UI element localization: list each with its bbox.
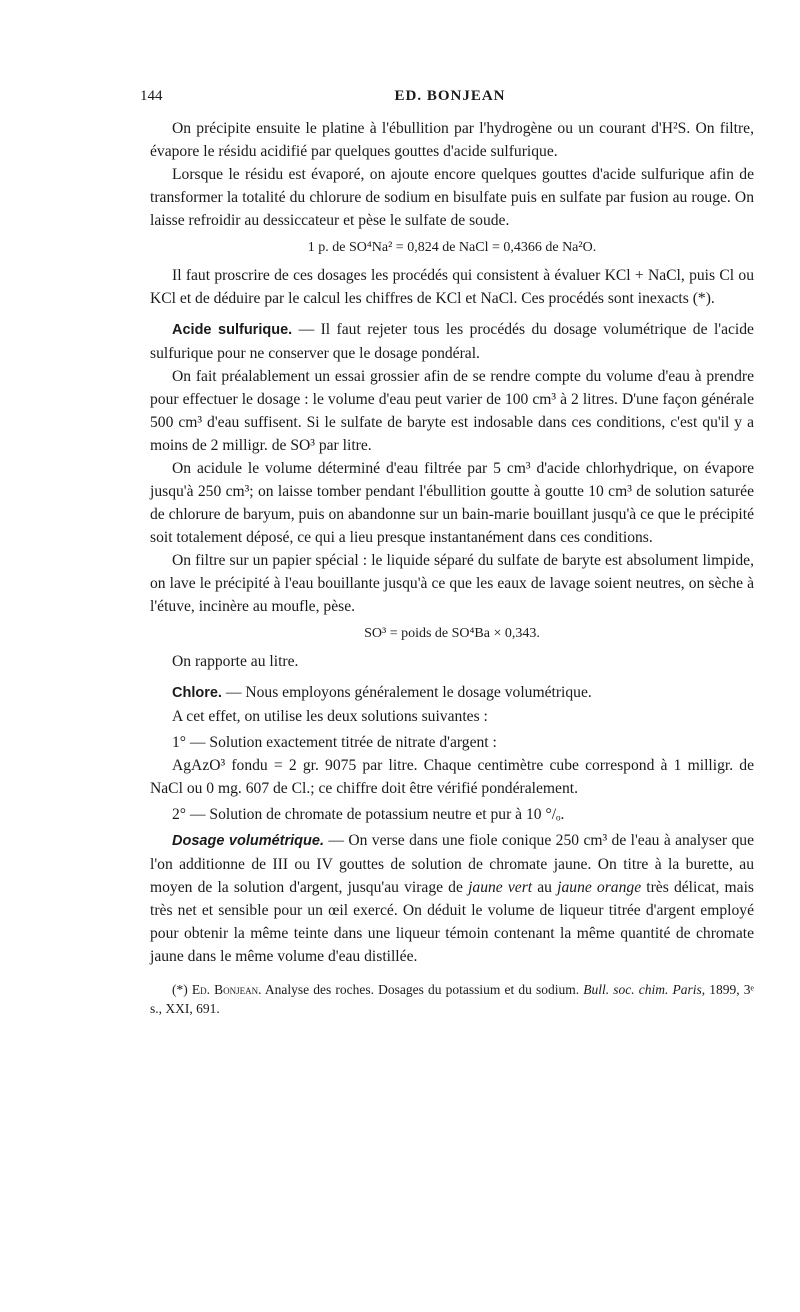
paragraph: Il faut proscrire de ces dosages les procédés qui consistent à évaluer KCl + NaCl, puis Cl ou KCl et de déduire par le calcul les chiffres de KCl et NaCl. Ces procédés sont inexacts (*).: [150, 267, 754, 307]
page-number: 144: [140, 88, 163, 104]
formula: SO³ = poids de SO⁴Ba × 0,343.: [364, 626, 540, 641]
page-header: [140, 88, 760, 110]
section-heading: Dosage volumétrique.: [172, 833, 324, 849]
paragraph: On fait préalablement un essai grossier afin de se rendre compte du volume d'eau à prendre pour effectuer le dosage : le volume d'eau peut varier de 100 cm³ à 2 litres. D'une façon générale 500 cm³ d'eau suffisent. Si le sulfate de baryte est indosable dans ces conditions, c'est qu'il y a moins de 2 milligr. de SO³ par litre.: [150, 368, 754, 454]
paragraph: On filtre sur un papier spécial : le liquide séparé du sulfate de baryte est absolument limpide, on lave le précipité à l'eau bouillante jusqu'à ce que les eaux de lavage soient neutres, on sèche à l'étuve, incinère au moufle, pèse.: [150, 552, 754, 615]
section-heading: Acide sulfurique.: [172, 322, 293, 338]
page-body: [150, 117, 754, 1018]
section-text: au: [532, 879, 558, 896]
list-item: 2° — Solution de chromate de potassium neutre et pur à 10 °/ₒ.: [172, 806, 565, 823]
paragraph: On rapporte au litre.: [172, 653, 299, 670]
footnote-journal: Bull. soc. chim. Paris: [583, 982, 702, 997]
italic-term: jaune orange: [557, 879, 642, 896]
paragraph: A cet effet, on utilise les deux solutions suivantes :: [172, 708, 488, 725]
section-text: — Nous employons généralement le dosage volumétrique.: [221, 684, 592, 701]
formula: 1 p. de SO⁴Na² = 0,824 de NaCl = 0,4366 de Na²O.: [307, 240, 597, 255]
footnote-mark: (*): [172, 982, 192, 997]
section-text: — Il faut rejeter tous les procédés du dosage volumétrique de l'acide sulfurique pour ne conserver que le dosage pondéral.: [150, 321, 754, 362]
footnote-text: , 1899, 3ᵉ s., XXI, 691.: [150, 982, 754, 1016]
section-text: très délicat, mais très net et sensible pour un œil exercé. On déduit le volume de liqueur titrée d'argent employé pour obtenir la même teinte dans une liqueur témoin contenant la même quantité de chromate jaune dans le même volume d'eau distillée.: [150, 879, 754, 965]
section-dosage-volumetrique: [150, 829, 754, 968]
footnote-text: . Analyse des roches. Dosages du potassium et du sodium.: [258, 982, 584, 997]
section-text: — On verse dans une fiole conique 250 cm³ de l'eau à analyser que l'on additionne de III ou IV gouttes de solution de chromate jaune. On titre à la burette, au moyen de la solution d'argent, jusqu'au virage de: [150, 832, 754, 896]
section-heading: Chlore.: [172, 685, 222, 701]
footnote-author: Ed. Bonjean: [191, 982, 259, 997]
italic-term: jaune vert: [468, 879, 533, 896]
paragraph: On précipite ensuite le platine à l'ébullition par l'hydrogène ou un courant d'H²S. On filtre, évapore le résidu acidifié par quelques gouttes d'acide sulfurique.: [150, 120, 754, 160]
paragraph: AgAzO³ fondu = 2 gr. 9075 par litre. Chaque centimètre cube correspond à 1 milligr. de NaCl ou 0 mg. 607 de Cl.; ce chiffre doit être vérifié pondéralement.: [150, 757, 754, 797]
list-item: 1° — Solution exactement titrée de nitrate d'argent :: [172, 734, 497, 751]
paragraph: Lorsque le résidu est évaporé, on ajoute encore quelques gouttes d'acide sulfurique afin de transformer la totalité du chlorure de sodium en bisulfate puis en sulfate par fusion au rouge. On laisse refroidir au dessiccateur et pèse le sulfate de soude.: [150, 166, 754, 229]
section-acide-sulfurique: [150, 318, 754, 365]
footnote: [150, 980, 754, 1018]
running-head: ED. BONJEAN: [394, 88, 506, 104]
section-chlore: [150, 681, 754, 705]
paragraph: On acidule le volume déterminé d'eau filtrée par 5 cm³ d'acide chlorhydrique, on évapore jusqu'à 250 cm³; on laisse tomber pendant l'ébullition goutte à goutte 10 cm³ de solution saturée de chlorure de baryum, puis on abandonne sur un bain-marie bouillant jusqu'à ce que le précipité soit totalement déposé, ce qui a lieu presque instantanément dans ces conditions.: [150, 460, 754, 546]
